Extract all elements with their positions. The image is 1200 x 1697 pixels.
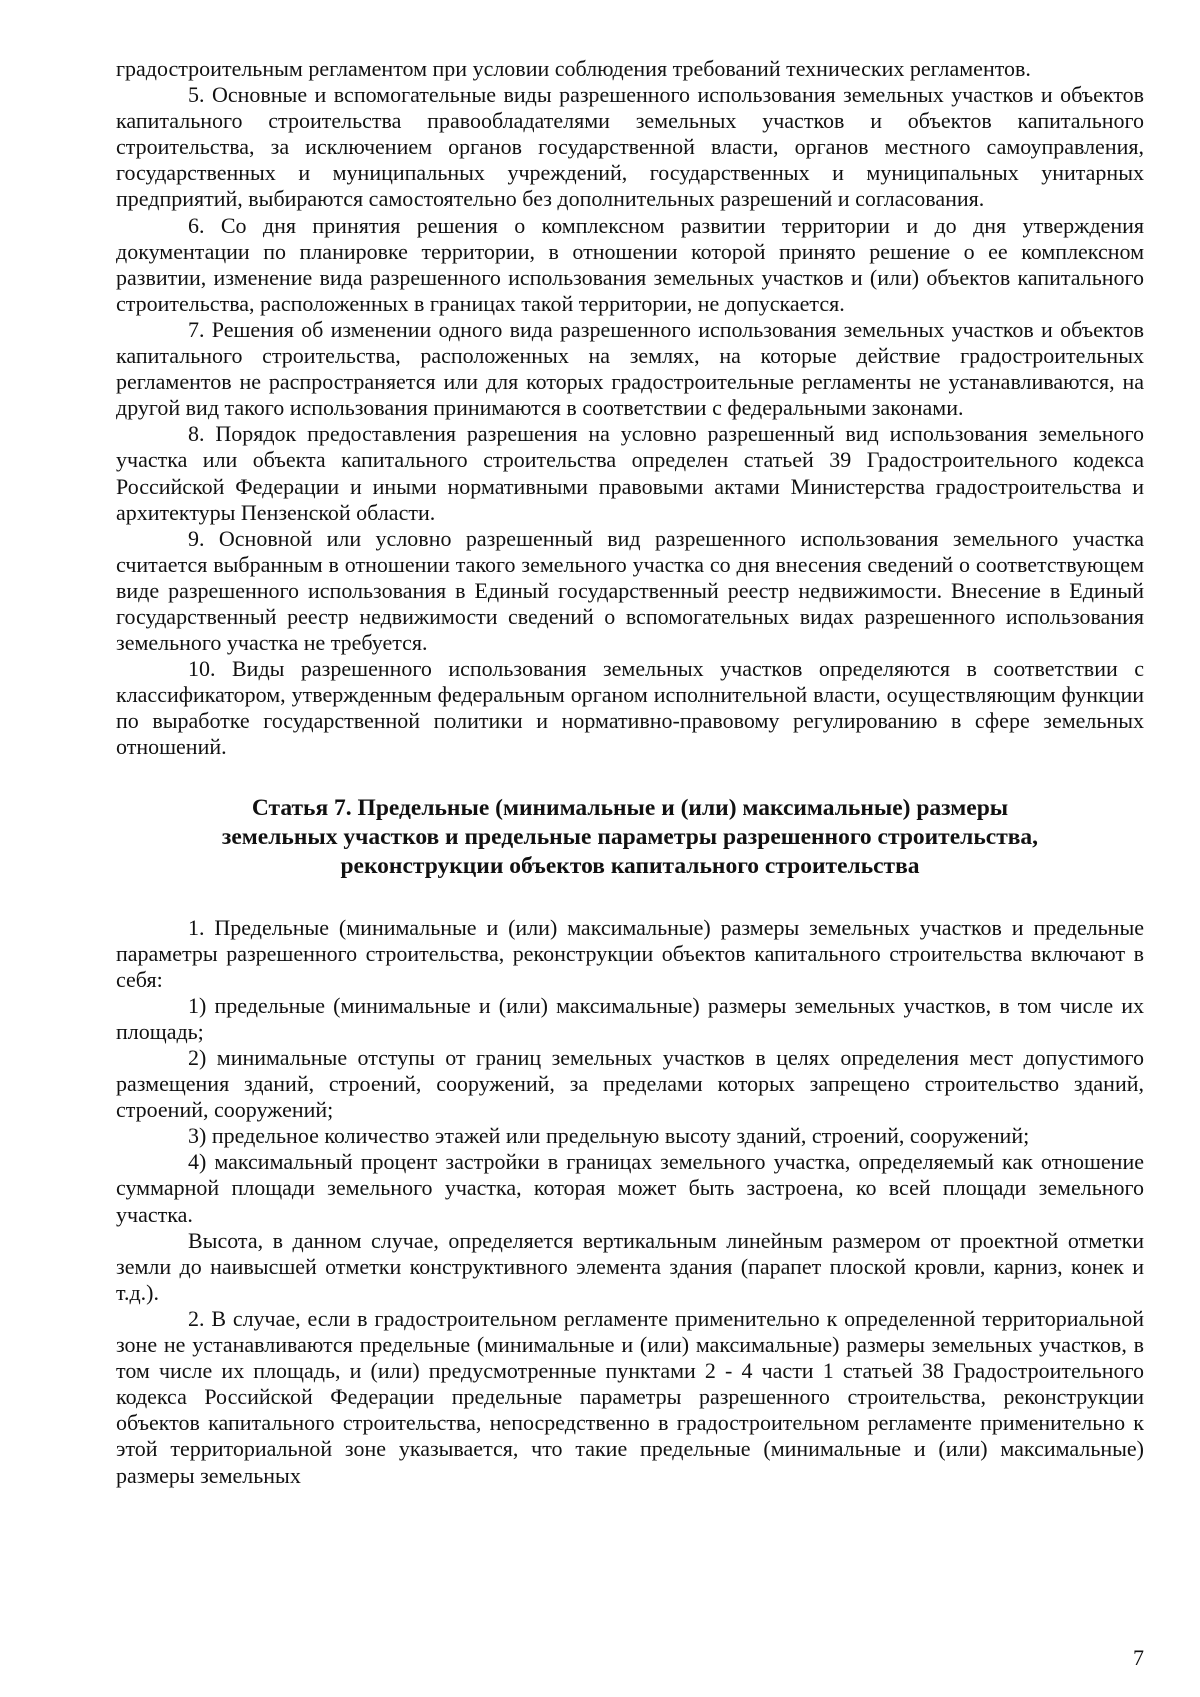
page-number: 7 bbox=[1133, 1645, 1144, 1670]
paragraph-item-10: 10. Виды разрешенного использования земельных участков определяются в соответствии с классификатором, утвержденным федеральным органом исполнительной власти, осуществляющим функции по выработке государственной политики и нормативно-правовому регулированию в сфере земельных отношений. bbox=[116, 656, 1144, 760]
paragraph-height-note: Высота, в данном случае, определяется вертикальным линейным размером от проектной отметки земли до наивысшей отметки конструктивного элемента здания (парапет плоской кровли, карниз, конек и т.д.). bbox=[116, 1227, 1144, 1305]
paragraph-subitem-3: 3) предельное количество этажей или предельную высоту зданий, строений, сооружений; bbox=[188, 1123, 1030, 1149]
paragraph-continuation: градостроительным регламентом при условии соблюдения требований технических регламентов. bbox=[116, 56, 1031, 81]
paragraph-item-8: 8. Порядок предоставления разрешения на условно разрешенный вид использования земельного участка или объекта капитального строительства определен статьей 39 Градостроительного кодекса Российской Федерации и иными нормативными правовыми актами Министерства градостроительства и архитектуры Пензенской области. bbox=[116, 421, 1144, 525]
paragraph-subitem-2: 2) минимальные отступы от границ земельных участков в целях определения мест допустимого размещения зданий, строений, сооружений, за пределами которых запрещено строительство зданий, строений, сооружений; bbox=[116, 1045, 1144, 1123]
paragraph-item-7: 7. Решения об изменении одного вида разрешенного использования земельных участков и объектов капитального строительства, расположенных на землях, на которые действие градостроительных регламентов не распространяется или для которых градостроительные регламенты не устанавливаются, на другой вид такого использования принимаются в соответствии с федеральными законами. bbox=[116, 316, 1144, 421]
paragraph-subitem-4: 4) максимальный процент застройки в границах земельного участка, определяемый как отношение суммарной площади земельного участка, которая может быть застроена, ко всей площади земельного участка. bbox=[116, 1149, 1144, 1227]
article-heading-line-2: земельных участков и предельные параметры разрешенного строительства, bbox=[221, 823, 1039, 850]
paragraph-item-9: 9. Основной или условно разрешенный вид разрешенного использования земельного участка считается выбранным в отношении такого земельного участка со дня внесения сведений о соответствующем виде разрешенного использования в Единый государственный реестр недвижимости. Внесение в Единый государственный реестр недвижимости сведений о вспомогательных видах разрешенного использования земельного участка не требуется. bbox=[116, 525, 1144, 656]
paragraph-article-item-2: 2. В случае, если в градостроительном регламенте применительно к определенной территориальной зоне не устанавливаются предельные (минимальные и (или) максимальные) размеры земельных участков, в том числе их площадь, и (или) предусмотренные пунктами 2 - 4 части 1 статьей 38 Градостроительного кодекса Российской Федерации предельные параметры разрешенного строительства, реконструкции объектов капитального строительства, непосредственно в градостроительном регламенте применительно к этой территориальной зоне указывается, что такие предельные (минимальные и (или) максимальные) размеры земельных bbox=[116, 1305, 1144, 1488]
article-heading-line-1: Статья 7. Предельные (минимальные и (или) максимальные) размеры bbox=[251, 794, 1009, 821]
article-heading bbox=[116, 794, 1144, 881]
paragraph-item-5: 5. Основные и вспомогательные виды разрешенного использования земельных участков и объектов капитального строительства правообладателями земельных участков и объектов капитального строительства, за исключением органов государственной власти, органов местного самоуправления, государственных и муниципальных учреждений, государственных и муниципальных унитарных предприятий, выбираются самостоятельно без дополнительных разрешений и согласования. bbox=[116, 82, 1144, 212]
article-heading-line-3: реконструкции объектов капитального строительства bbox=[340, 852, 920, 879]
paragraph-subitem-1: 1) предельные (минимальные и (или) максимальные) размеры земельных участков, в том числе их площадь; bbox=[116, 992, 1144, 1044]
paragraph-item-6: 6. Со дня принятия решения о комплексном развитии территории и до дня утверждения документации по планировке территории, в отношении которой принято решение о ее комплексном развитии, изменение вида разрешенного использования земельных участков и (или) объектов капитального строительства, расположенных в границах такой территории, не допускается. bbox=[116, 212, 1144, 316]
paragraph-article-item-1: 1. Предельные (минимальные и (или) максимальные) размеры земельных участков и предельные параметры разрешенного строительства, реконструкции объектов капитального строительства включают в себя: bbox=[116, 914, 1144, 992]
